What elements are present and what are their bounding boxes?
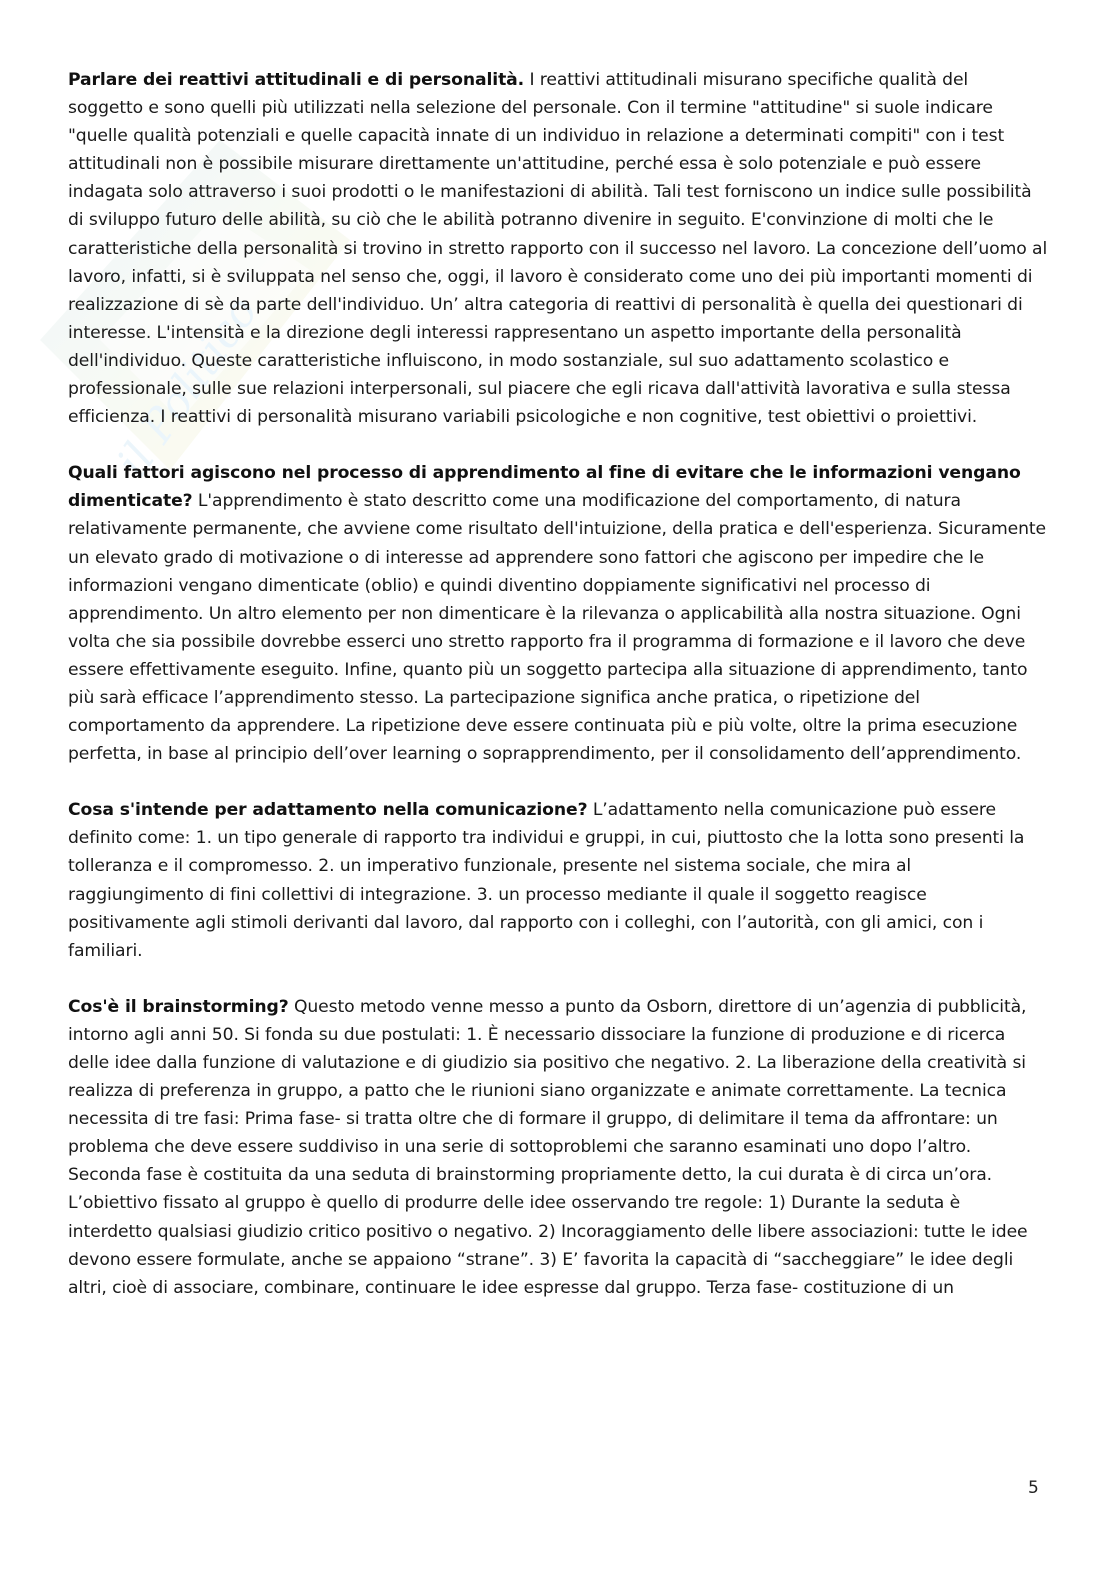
watermark-text: il Politico: [107, 287, 269, 487]
qa-section-apprendimento: [68, 459, 1048, 768]
question-heading: Cosa s'intende per adattamento nella comunicazione?: [68, 800, 588, 821]
answer-text: Questo metodo venne messo a punto da Osborn, direttore di un’agenzia di pubblicità, intorno agli anni 50. Si fonda su due postulati: 1. È necessario dissociare la funzione di produzione e di ricerca delle idee dalla funzione di valutazione e di giudizio sia positivo che negativo. 2. La liberazione della creatività si realizza di preferenza in gruppo, a patto che le riunioni siano organizzate e animate correttamente. La tecnica necessita di tre fasi: Prima fase- si tratta oltre che di formare il gruppo, di delimitare il tema da affrontare: un problema che deve essere suddiviso in una serie di sottoproblemi che saranno esaminati uno dopo l’altro. Seconda fase è costituita da una seduta di brainstorming propriamente detto, la cui durata è di circa un’ora. L’obiettivo fissato al gruppo è quello di produrre delle idee osservando tre regole: 1) Durante la seduta è interdetto qualsiasi giudizio critico positivo o negativo. 2) Incoraggiamento delle libere associazioni: tutte le idee devono essere formulate, anche se appaiono “strane”. 3) E’ favorita la capacità di “saccheggiare” le idee degli altri, cioè di associare, combinare, continuare le idee espresse dal gruppo. Terza fase- costituzione di un: [68, 996, 1028, 1298]
answer-text: L’adattamento nella comunicazione può essere definito come: 1. un tipo generale di rapporto tra individui e gruppi, in cui, piuttosto che la lotta sono presenti la tolleranza e il compromesso. 2. un imperativo funzionale, presente nel sistema sociale, che mira al raggiungimento di fini collettivi di integrazione. 3. un processo mediante il quale il soggetto reagisce positivamente agli stimoli derivanti dal lavoro, dal rapporto con i colleghi, con l’autorità, con gli amici, con i familiari.: [68, 800, 1025, 961]
qa-section-reattivi: [68, 66, 1048, 431]
document-page: [68, 66, 1048, 1330]
answer-text: L'apprendimento è stato descritto come una modificazione del comportamento, di natura relativamente permanente, che avviene come risultato dell'intuizione, della pratica e dell'esperienza. Sicuramente un elevato grado di motivazione o di interesse ad apprendere sono fattori che agiscono per impedire che le informazioni vengano dimenticate (oblio) e quindi diventino doppiamente significativi nel processo di apprendimento. Un altro elemento per non dimenticare è la rilevanza o applicabilità alla nostra situazione. Ogni volta che sia possibile dovrebbe esserci uno stretto rapporto fra il programma di formazione e il lavoro che deve essere effettivamente eseguito. Infine, quanto più un soggetto partecipa alla situazione di apprendimento, tanto più sarà efficace l’apprendimento stesso. La partecipazione significa anche pratica, o ripetizione del comportamento da apprendere. La ripetizione deve essere continuata più e più volte, oltre la prima esecuzione perfetta, in base al principio dell’over learning o soprapprendimento, per il consolidamento dell’apprendimento.: [68, 491, 1047, 765]
question-heading: Quali fattori agiscono nel processo di apprendimento al fine di evitare che le informazioni vengano dimenticate?: [68, 463, 1021, 512]
qa-section-adattamento: [68, 796, 1048, 965]
question-heading: Cos'è il brainstorming?: [68, 996, 289, 1017]
question-heading: Parlare dei reattivi attitudinali e di personalità.: [68, 70, 525, 90]
qa-section-brainstorming: [68, 993, 1048, 1302]
answer-text: I reattivi attitudinali misurano specifiche qualità del soggetto e sono quelli più utilizzati nella selezione del personale. Con il termine "attitudine" si suole indicare "quelle qualità potenziali e quelle capacità innate di un individuo in relazione a determinati compiti" con i test attitudinali non è possibile misurare direttamente un'attitudine, perché essa è solo potenziale e può essere indagata solo attraverso i suoi prodotti o le manifestazioni di abilità. Tali test forniscono un indice sulle possibilità di sviluppo futuro delle abilità, su ciò che le abilità potranno divenire in seguito. E'convinzione di molti che le caratteristiche della personalità si trovino in stretto rapporto con il successo nel lavoro. La concezione dell’uomo al lavoro, infatti, si è sviluppata nel senso che, oggi, il lavoro è considerato come uno dei più importanti momenti di realizzazione di sè da parte dell'individuo. Un’ altra categoria di reattivi di personalità è quella dei questionari di interesse. L'intensità e la direzione degli interessi rappresentano un aspetto importante della personalità dell'individuo. Queste caratteristiche influiscono, in modo sostanziale, sul suo adattamento scolastico e professionale, sulle sue relazioni interpersonali, sul piacere che egli ricava dall'attività lavorativa e sulla stessa efficienza. I reattivi di personalità misurano variabili psicologiche e non cognitive, test obiettivi o proiettivi.: [68, 70, 1048, 428]
page-number: 5: [1028, 1478, 1039, 1498]
